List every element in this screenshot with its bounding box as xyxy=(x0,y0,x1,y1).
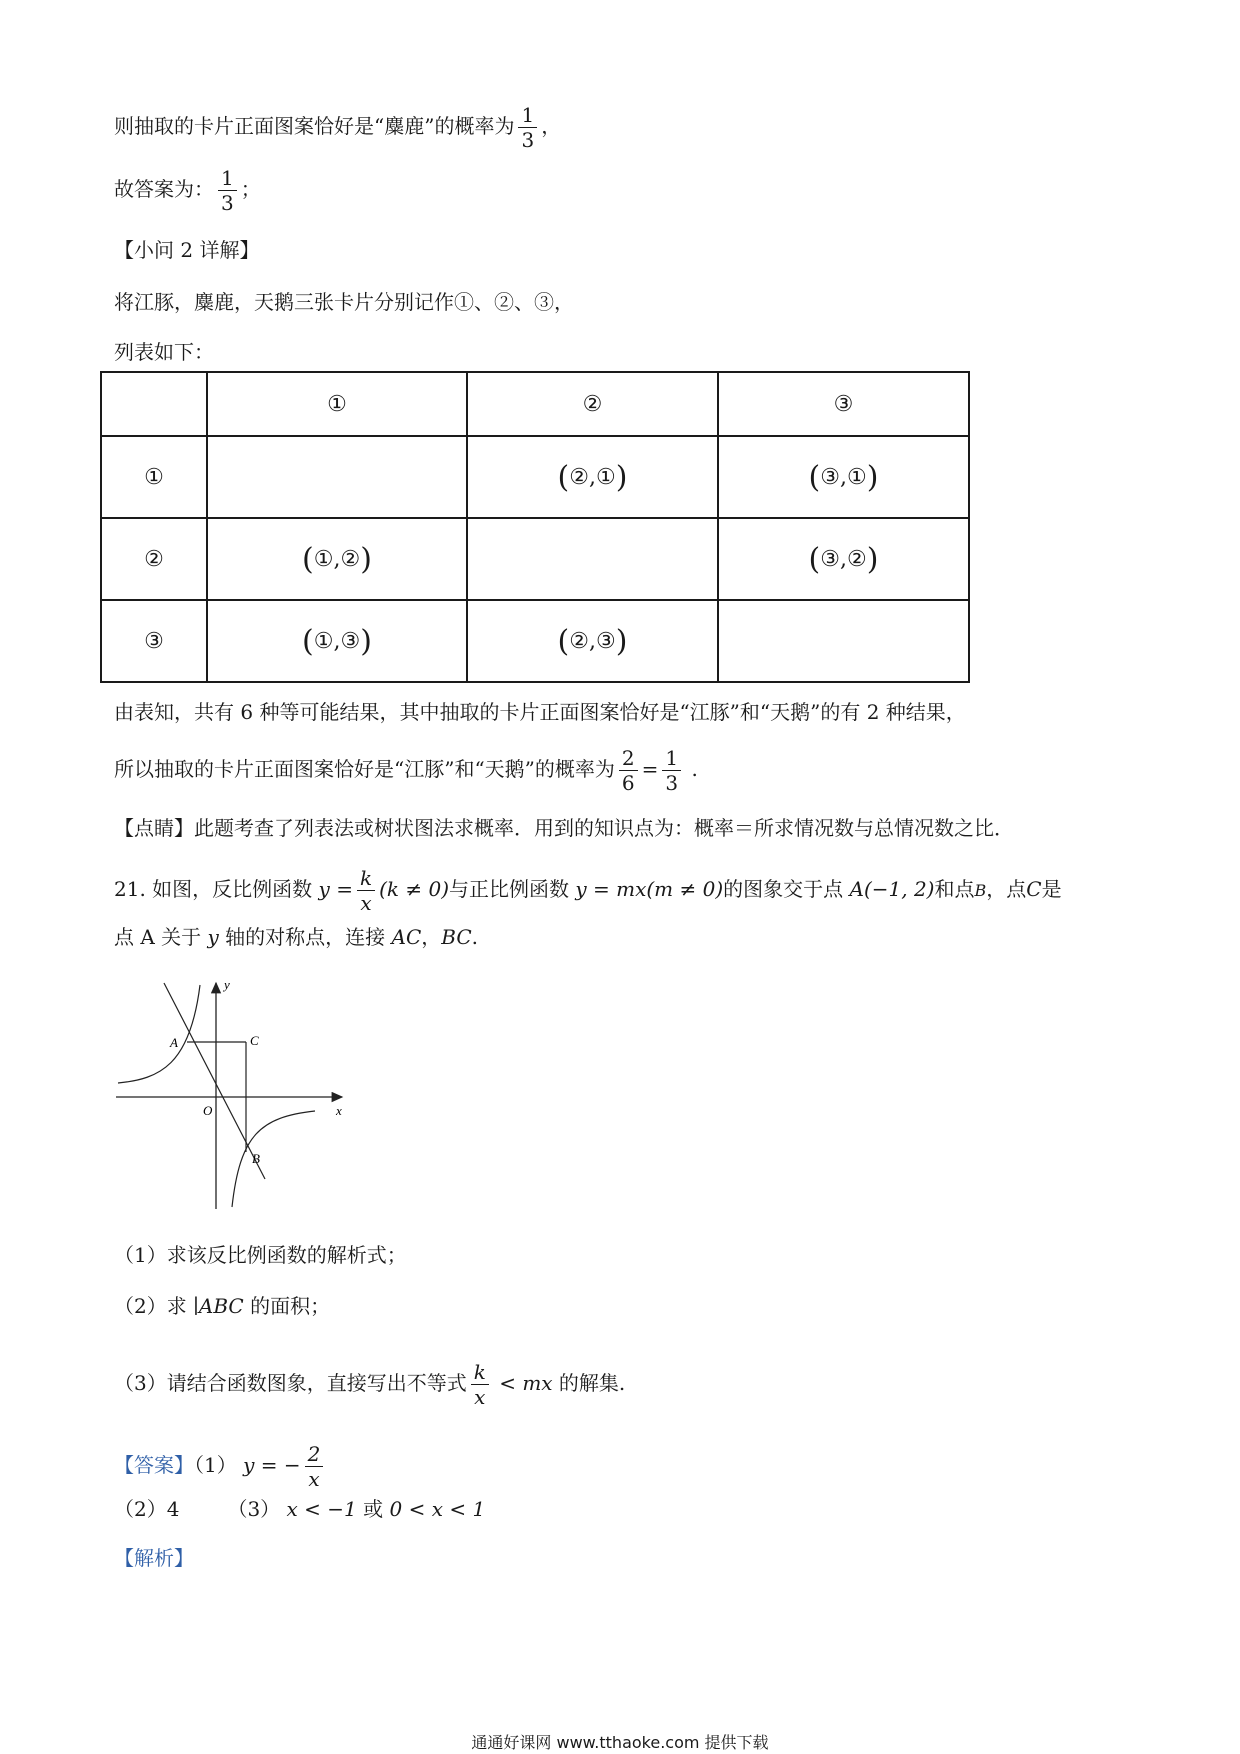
frac-num: 2 xyxy=(619,746,638,771)
text: ； xyxy=(240,177,261,201)
row-label: ① xyxy=(101,436,207,518)
table-header-cell: ① xyxy=(207,372,467,436)
text: 轴的对称点，连接 xyxy=(218,925,392,949)
label-C: C xyxy=(250,1033,259,1048)
cell-value: ①,③ xyxy=(313,628,361,654)
fraction xyxy=(305,1442,324,1491)
math: (k ≠ 0) xyxy=(379,877,449,901)
math: < mx xyxy=(492,1371,553,1395)
analysis-tag: 【解析】 xyxy=(114,1546,194,1570)
outcome-table xyxy=(100,371,970,683)
math: BC xyxy=(441,925,472,949)
text: ， xyxy=(421,925,442,949)
math: C xyxy=(1026,877,1042,901)
text: 故答案为： xyxy=(114,177,214,201)
cell-value: ②,① xyxy=(569,464,616,490)
frac-den: 3 xyxy=(521,128,535,152)
text: （2）4 xyxy=(114,1497,180,1521)
table-cell: (①,③) xyxy=(207,600,467,682)
frac-num: 1 xyxy=(518,103,537,128)
proportional-line xyxy=(164,983,265,1179)
paragraph: 将江豚，麋鹿，天鹅三张卡片分别记作①、②、③， xyxy=(114,290,574,314)
text: 的图象交于点 xyxy=(723,877,850,901)
frac-den: x xyxy=(360,891,372,915)
paragraph-probability xyxy=(114,746,698,795)
text: 或 xyxy=(356,1497,390,1521)
table-header-row xyxy=(101,372,969,436)
math: 0 < x < 1 xyxy=(389,1497,486,1521)
subquestion-1: （1）求该反比例函数的解析式； xyxy=(114,1243,407,1267)
text: = xyxy=(641,757,659,781)
cell-value: ③,① xyxy=(820,464,867,490)
table-cell xyxy=(467,518,718,600)
text: 和点 xyxy=(934,877,975,901)
math: y = − xyxy=(243,1453,301,1477)
fraction xyxy=(218,166,237,215)
frac-num: 2 xyxy=(305,1442,324,1467)
subquestion-2 xyxy=(114,1292,330,1320)
label-A: A xyxy=(170,1035,178,1050)
remark: 【点睛】此题考查了列表法或树状图法求概率．用到的知识点为：概率＝所求情况数与总情况数之比． xyxy=(114,816,1014,840)
table-header-cell: ② xyxy=(467,372,718,436)
cell-value: ③,② xyxy=(820,546,867,572)
table-row xyxy=(101,600,969,682)
paragraph: 由表知，共有 6 种等可能结果，其中抽取的卡片正面图案恰好是“江豚”和“天鹅”的有 2 种结果， xyxy=(114,700,966,724)
frac-den: x xyxy=(474,1385,486,1409)
text: ， xyxy=(541,114,562,138)
math: y xyxy=(207,925,219,949)
hyperbola-branch-lower xyxy=(232,1111,315,1207)
label-B: B xyxy=(252,1151,260,1166)
section-heading: 【小问 2 详解】 xyxy=(114,238,260,262)
row-label: ③ xyxy=(101,600,207,682)
function-graph xyxy=(110,975,350,1215)
text: 21. 如图，反比例函数 xyxy=(114,877,319,901)
math: y = xyxy=(318,877,353,901)
frac-num: k xyxy=(357,866,375,891)
cell-value: ②,③ xyxy=(569,628,616,654)
row-label: ② xyxy=(101,518,207,600)
answer-1 xyxy=(114,1442,327,1491)
text: 与正比例函数 xyxy=(449,877,576,901)
text: （1） xyxy=(194,1453,244,1477)
table-cell: (②,③) xyxy=(467,600,718,682)
text: 点 A 关于 xyxy=(114,925,208,949)
answer-2-3 xyxy=(114,1495,485,1523)
math: AC xyxy=(391,925,422,949)
table-cell: (②,①) xyxy=(467,436,718,518)
hyperbola-branch-upper xyxy=(118,985,200,1083)
cell-value: ①,② xyxy=(313,546,361,572)
text: 是 xyxy=(1041,877,1062,901)
frac-num: 1 xyxy=(662,746,681,771)
fraction xyxy=(518,103,537,152)
question-21-line2 xyxy=(114,923,478,951)
text: 的解集. xyxy=(552,1371,626,1395)
paragraph: 列表如下： xyxy=(114,340,214,364)
text: 的面积； xyxy=(243,1294,331,1318)
frac-num: k xyxy=(471,1360,489,1385)
text: （2）求 xyxy=(114,1294,194,1318)
math: y = mx(m ≠ 0) xyxy=(575,877,724,901)
fraction xyxy=(471,1360,489,1409)
math: B xyxy=(974,881,987,900)
table-row xyxy=(101,436,969,518)
frac-num: 1 xyxy=(218,166,237,191)
math: A(−1, 2) xyxy=(849,877,935,901)
table-cell: (③,②) xyxy=(718,518,969,600)
question-21 xyxy=(114,866,1062,915)
text: 所以抽取的卡片正面图案恰好是“江豚”和“天鹅”的概率为 xyxy=(114,757,615,781)
table-row xyxy=(101,518,969,600)
text: 则抽取的卡片正面图案恰好是“麋鹿”的概率为 xyxy=(114,114,515,138)
table-cell xyxy=(207,436,467,518)
text: （3） xyxy=(227,1497,287,1521)
frac-den: 6 xyxy=(621,771,635,795)
fraction xyxy=(357,866,375,915)
text: ，点 xyxy=(986,877,1027,901)
table-header-cell: ③ xyxy=(718,372,969,436)
label-x: x xyxy=(336,1103,342,1118)
subquestion-3 xyxy=(114,1360,625,1409)
table-corner xyxy=(101,372,207,436)
table-cell xyxy=(718,600,969,682)
fraction xyxy=(619,746,638,795)
answer-line-probability xyxy=(114,103,561,152)
text: . xyxy=(691,757,698,781)
text: . xyxy=(471,925,479,949)
frac-den: 3 xyxy=(665,771,679,795)
answer-line-result xyxy=(114,166,261,215)
frac-den: x xyxy=(308,1467,320,1491)
table-cell: (③,①) xyxy=(718,436,969,518)
answer-tag: 【答案】 xyxy=(114,1453,194,1477)
math: x < −1 xyxy=(286,1497,357,1521)
fraction xyxy=(662,746,681,795)
page-footer: 通通好课网 www.tthaoke.com 提供下载 xyxy=(471,1733,769,1752)
table-cell: (①,②) xyxy=(207,518,467,600)
label-y: y xyxy=(224,977,230,992)
text: （3）请结合函数图象，直接写出不等式 xyxy=(114,1371,467,1395)
math: ∣ABC xyxy=(193,1294,244,1318)
label-origin: O xyxy=(203,1103,213,1118)
frac-den: 3 xyxy=(221,191,234,215)
